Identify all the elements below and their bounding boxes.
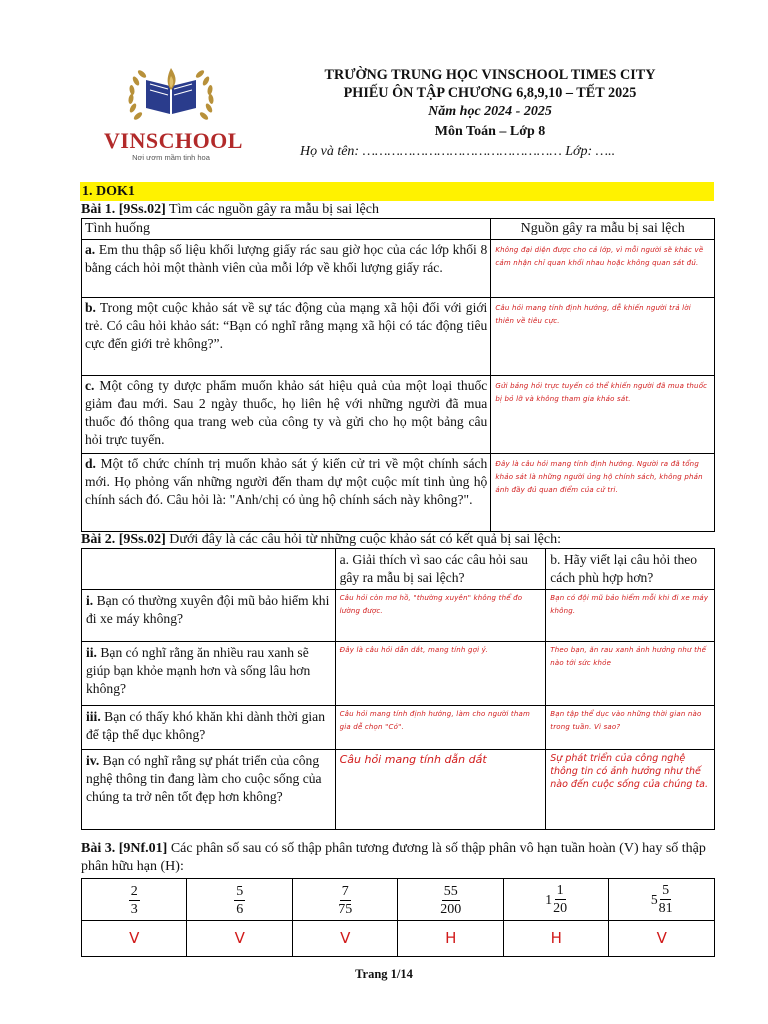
table-row	[82, 454, 715, 532]
fraction-stack	[659, 882, 673, 917]
table-row	[82, 749, 715, 829]
logo-brand-text: VINSCHOOL	[104, 128, 243, 153]
question-text: Bạn có thường xuyên đội mũ bảo hiểm khi đi xe máy không?	[86, 592, 330, 626]
handwritten-rewrite: Bạn có đội mũ bảo hiểm mỗi khi đi xe máy không.	[546, 589, 715, 641]
logo-motto: Nơi ươm mầm tinh hoa	[132, 153, 210, 163]
handwritten-answer: Đây là câu hỏi mang tính định hướng. Người ra đã tổng khảo sát là những người ủng hộ chính sách, không phản ánh đầy đủ quan điểm của cử tri.	[491, 454, 715, 532]
row-key: a.	[85, 242, 96, 258]
handwritten-explanation: Câu hỏi mang tính định hướng, làm cho người tham gia dễ chọn "Có".	[335, 705, 546, 749]
fraction	[440, 883, 461, 918]
question-text: Bạn có nghĩ rằng sự phát triển của công nghệ thông tin đang làm cho cuộc sống của chúng ta trở nên tốt đẹp hơn không?	[86, 752, 322, 804]
row-key: b.	[85, 300, 96, 316]
fraction-numerator: 2	[130, 883, 138, 899]
situation-text: Trong một cuộc khảo sát về sự tác động của mạng xã hội đối với giới trẻ. Có câu hỏi khảo sát: “Bạn có nghĩ rằng mạng xã hội có tác động tiêu cực đến giới trẻ không?”.	[85, 300, 488, 352]
question-cell	[82, 589, 336, 641]
fraction-denominator: 75	[338, 901, 353, 917]
handwritten-answer: Câu hỏi mang tính định hướng, dễ khiến người trả lời thiên về tiêu cực.	[491, 298, 715, 376]
situation-text: Em thu thập số liệu khối lượng giấy rác sau giờ học của các lớp khối 8 bằng cách hỏi một thành viên của mỗi lớp về khối lượng giấy rác.	[85, 242, 488, 276]
page-number: Trang 1/14	[355, 967, 413, 981]
situation-cell	[82, 376, 491, 454]
fraction-whole: 1	[545, 891, 553, 907]
fraction-denominator: 3	[130, 901, 138, 917]
row-key: c.	[85, 378, 95, 394]
column-header-situation: Tình huống	[82, 219, 491, 240]
situation-text: Một công ty dược phẩm muốn khảo sát hiệu quả của một loại thuốc giảm đau mới. Sau 2 ngày thuốc, họ liên hệ với những người đã mua thuốc đó thông qua trang web của công ty và gửi cho họ một bảng câu hỏi trực tuyến.	[85, 378, 488, 448]
fraction-whole: 5	[650, 891, 658, 907]
handwritten-rewrite: Sự phát triển của công nghệ thông tin có ảnh hưởng như thế nào đến cuộc sống của chúng ta.	[546, 749, 715, 829]
exercise-1-title	[81, 201, 379, 219]
answer-cell	[609, 921, 715, 957]
column-header-rewrite: b. Hãy viết lại câu hỏi theo cách phù hợp hơn?	[546, 549, 715, 590]
fraction-stack	[440, 883, 461, 918]
fraction-stack	[129, 883, 140, 918]
school-name: TRƯỜNG TRUNG HỌC VINSCHOOL TIMES CITY	[324, 67, 656, 83]
table-row	[82, 298, 715, 376]
fraction-denominator: 20	[553, 901, 568, 916]
row-key: ii.	[86, 644, 97, 660]
answer-cell	[187, 921, 292, 957]
exercise-3-label: Bài 3. [9Nf.01]	[81, 841, 168, 856]
row-key: iii.	[86, 708, 101, 724]
handwritten-rewrite: Bạn tập thể dục vào những thời gian nào trong tuần. Vì sao?	[546, 705, 715, 749]
fraction-cell	[609, 879, 715, 921]
fraction-denominator: 200	[440, 901, 462, 917]
answer-cell	[292, 921, 397, 957]
answer-cell	[398, 921, 504, 957]
exercise-3-table	[81, 878, 715, 957]
column-header-explain: a. Giải thích vì sao các câu hỏi sau gây ra mẫu bị sai lệch?	[335, 549, 546, 590]
table-row	[82, 641, 715, 705]
handwritten-explanation: Đây là câu hỏi dẫn dắt, mang tính gợi ý.	[335, 641, 546, 705]
handwritten-rewrite: Theo bạn, ăn rau xanh ảnh hưởng như thế nào tới sức khỏe	[546, 641, 715, 705]
fraction	[338, 883, 352, 918]
table-row	[82, 240, 715, 298]
question-text: Bạn có thấy khó khăn khi dành thời gian để tập thể dục không?	[86, 708, 326, 742]
handwritten-mark: V	[656, 928, 667, 947]
fraction-numerator: 1	[556, 883, 564, 898]
fraction-numerator: 7	[341, 883, 349, 899]
question-text: Bạn có nghĩ rằng ăn nhiều rau xanh sẽ giúp bạn khỏe mạnh hơn và sống lâu hơn không?	[86, 644, 311, 696]
row-key: d.	[85, 456, 96, 472]
fraction-denominator: 6	[236, 901, 244, 917]
handwritten-mark: H	[550, 928, 562, 947]
section-heading: 1. DOK1	[80, 182, 714, 201]
exercise-2-label: Bài 2. [9Ss.02]	[81, 532, 166, 547]
table-row	[82, 376, 715, 454]
worksheet-header	[270, 66, 710, 162]
table-row	[82, 705, 715, 749]
handwritten-explanation: Câu hỏi mang tính dẫn dắt	[335, 749, 546, 829]
exercise-3-prompt: Các phân số sau có số thập phân tương đương là số thập phân vô hạn tuần hoàn (V) hay số thập phân hữu hạn (H):	[81, 841, 706, 874]
school-logo	[104, 58, 243, 163]
table-header-row	[82, 549, 715, 590]
fraction-cell	[503, 879, 609, 921]
exercise-2-table	[81, 548, 715, 830]
fraction-cell	[398, 879, 504, 921]
exercise-3-title	[81, 840, 715, 876]
logo-emblem-icon	[104, 58, 238, 130]
fraction-stack	[338, 883, 352, 918]
fraction	[234, 883, 245, 918]
exercise-2-prompt: Dưới đây là các câu hỏi từ những cuộc khảo sát có kết quả bị sai lệch:	[165, 532, 562, 547]
fraction-numerator: 5	[236, 883, 244, 899]
row-key: i.	[86, 592, 94, 608]
fraction-stack	[234, 883, 245, 918]
situation-cell	[82, 298, 491, 376]
exercise-1-prompt: Tìm các nguồn gây ra mẫu bị sai lệch	[165, 202, 379, 217]
exercise-2-title	[81, 531, 561, 549]
fraction-cell	[82, 879, 187, 921]
fraction-numerator: 5	[662, 883, 670, 898]
handwritten-mark: H	[445, 928, 457, 947]
handwritten-explanation: Câu hỏi còn mơ hồ, "thường xuyên" không thể đo lường được.	[335, 589, 546, 641]
situation-text: Một tổ chức chính trị muốn khảo sát ý kiến cử tri về một chính sách mới. Họ phỏng vấn những người đến tham dự một cuộc mít tinh ủng hộ chính sách đó. Câu hỏi là: "Anh/chị có ủng hộ chính sách này không?".	[85, 456, 488, 508]
fraction	[545, 882, 567, 917]
table-header-row	[82, 219, 715, 240]
situation-cell	[82, 454, 491, 532]
answers-row	[82, 921, 715, 957]
situation-cell	[82, 240, 491, 298]
fraction-denominator: 81	[658, 901, 673, 916]
fraction-stack	[553, 882, 567, 917]
school-year: Năm học 2024 - 2025	[428, 104, 552, 119]
fraction-cell	[187, 879, 292, 921]
table-row	[82, 589, 715, 641]
handwritten-mark: V	[234, 928, 245, 947]
fractions-row	[82, 879, 715, 921]
answer-cell	[503, 921, 609, 957]
sheet-title: PHIẾU ÔN TẬP CHƯƠNG 6,8,9,10 – TẾT 2025	[343, 85, 637, 101]
question-cell	[82, 641, 336, 705]
handwritten-mark: V	[129, 928, 140, 947]
student-info-line: Họ và tên: ………………………………………… Lớp: …..	[300, 144, 616, 159]
answer-cell	[82, 921, 187, 957]
exercise-1-table	[81, 218, 715, 532]
question-cell	[82, 749, 336, 829]
fraction	[129, 883, 140, 918]
handwritten-answer: Không đại diện được cho cả lớp, vì mỗi người sẽ khác về cảm nhận chỉ quan khối nhau hoặc không quan sát đủ.	[491, 240, 715, 298]
fraction-cell	[292, 879, 397, 921]
handwritten-answer: Gửi bảng hỏi trực tuyến có thể khiến người đã mua thuốc bị bỏ lỡ và không tham gia khảo sát.	[491, 376, 715, 454]
handwritten-mark: V	[340, 928, 351, 947]
fraction	[651, 882, 673, 917]
question-cell	[82, 705, 336, 749]
fraction-numerator: 55	[443, 883, 458, 899]
empty-header-cell	[82, 549, 336, 590]
exercise-1-label: Bài 1. [9Ss.02]	[81, 202, 166, 217]
row-key: iv.	[86, 752, 100, 768]
subject-grade: Môn Toán – Lớp 8	[434, 124, 546, 139]
column-header-bias-source: Nguồn gây ra mẫu bị sai lệch	[491, 219, 715, 240]
